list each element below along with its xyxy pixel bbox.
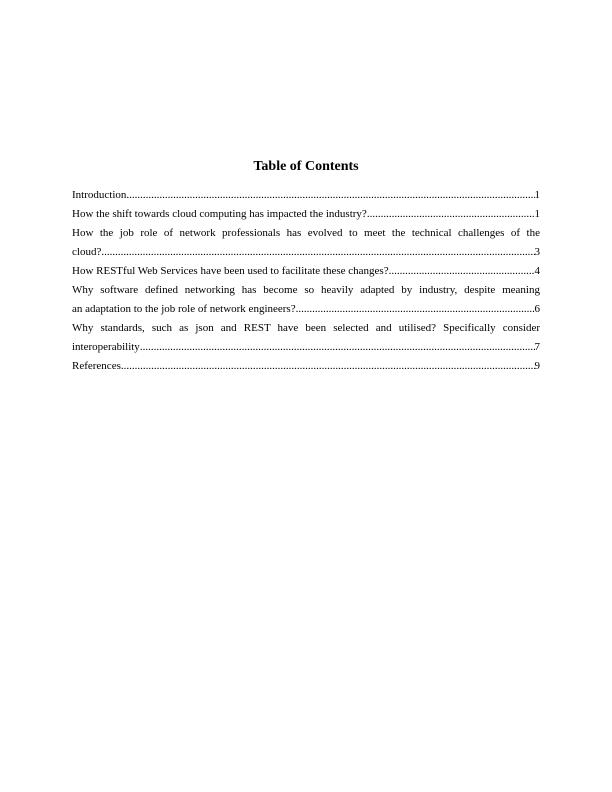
toc-leader-dots — [126, 186, 534, 205]
toc-entry-page: 7 — [534, 341, 540, 353]
toc-entry-text: Introduction — [72, 189, 127, 201]
toc-entry-cloud-shift[interactable] — [72, 205, 540, 224]
toc-entry-text: References — [72, 360, 121, 372]
toc-entry-restful[interactable] — [72, 262, 540, 281]
toc-entry-introduction[interactable] — [72, 186, 540, 205]
toc-entry-sdn[interactable] — [72, 281, 540, 319]
toc-entry-line — [72, 357, 540, 376]
toc-entry-lead-text: Why software defined networking has become so heavily adapted by industry, despite meaning — [72, 284, 540, 296]
toc-entry-standards[interactable] — [72, 319, 540, 357]
toc-entry-page: 9 — [534, 360, 540, 372]
toc-leader-dots — [140, 338, 535, 357]
toc-entry-line — [72, 338, 540, 357]
toc-entry-line — [72, 205, 540, 224]
toc-entry-page: 1 — [534, 208, 540, 220]
toc-entry-text: How the shift towards cloud computing has impacted the industry? — [72, 208, 367, 220]
toc-leader-dots — [389, 262, 535, 281]
toc-entry-references[interactable] — [72, 357, 540, 376]
toc-entry-line — [72, 300, 540, 319]
toc-title: Table of Contents — [253, 159, 359, 174]
toc-leader-dots — [121, 357, 535, 376]
toc-entry-page: 6 — [534, 303, 540, 315]
toc-entry-lead-text: How the job role of network professionals has evolved to meet the technical challenges of the — [72, 227, 540, 239]
toc-entry-text: cloud? — [72, 246, 102, 258]
table-of-contents — [72, 186, 540, 376]
toc-entry-text: How RESTful Web Services have been used to facilitate these changes? — [72, 265, 389, 277]
toc-entry-line — [72, 186, 540, 205]
toc-entry-page: 1 — [534, 189, 540, 201]
toc-entry-lead-text: Why standards, such as json and REST have been selected and utilised? Specifically consider — [72, 322, 540, 334]
toc-leader-dots — [101, 243, 534, 262]
toc-entry-line — [72, 262, 540, 281]
toc-entry-text: an adaptation to the job role of network engineers? — [72, 303, 296, 315]
toc-leader-dots — [296, 300, 535, 319]
toc-entry-page: 3 — [534, 246, 540, 258]
toc-leader-dots — [367, 205, 535, 224]
toc-entry-page: 4 — [534, 265, 540, 277]
toc-entry-line — [72, 243, 540, 262]
toc-entry-job-role[interactable] — [72, 224, 540, 262]
toc-entry-text: interoperability — [72, 341, 140, 353]
